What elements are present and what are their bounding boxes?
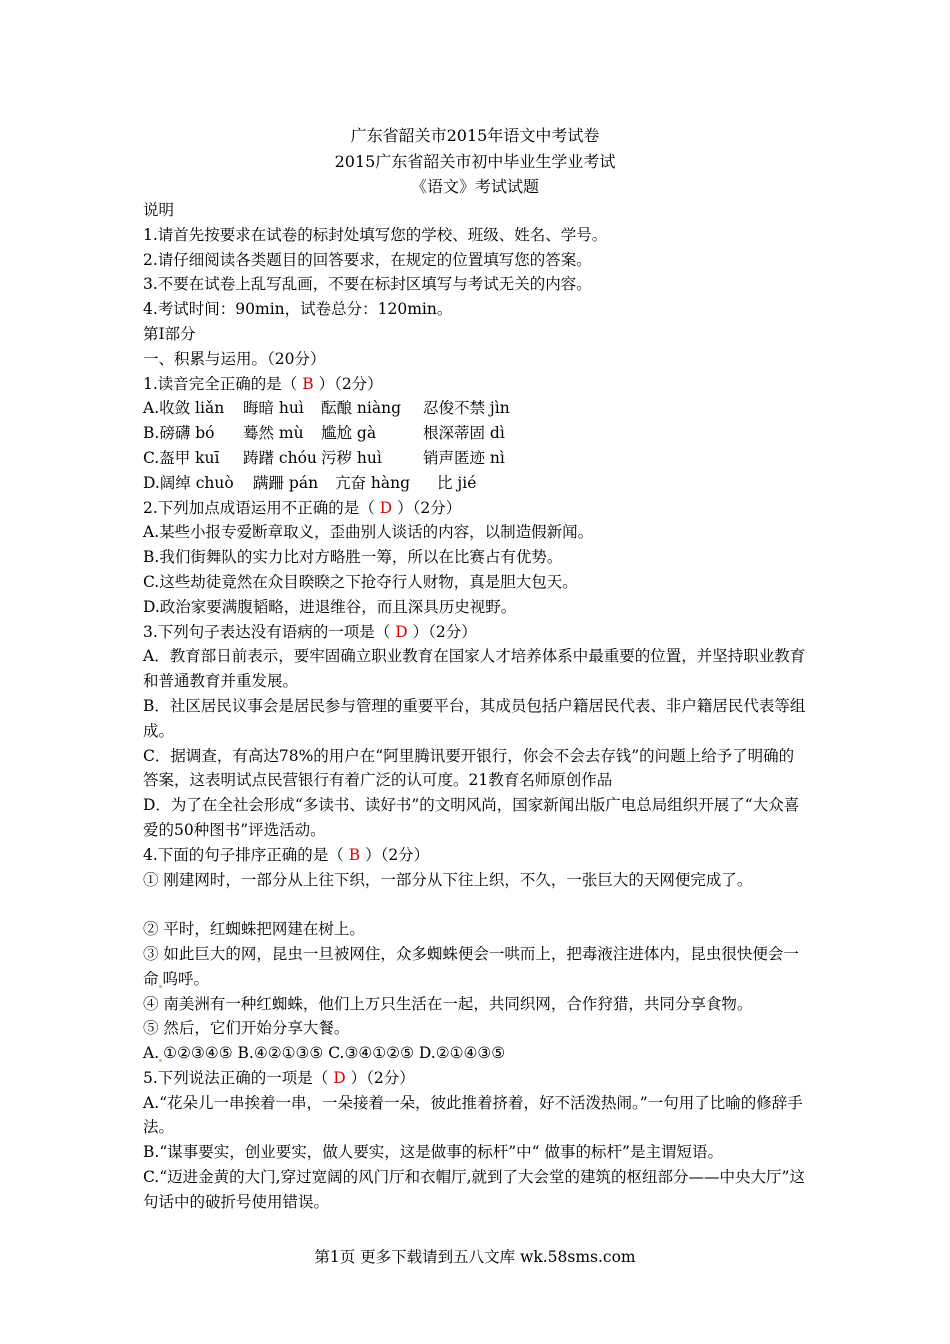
q4-options: A. ①②③④⑤ B.④②①③⑤ C.③④①②⑤ D.②①④③⑤ <box>143 1044 506 1063</box>
q5-option: A.“花朵儿一串挨着一串，一朵接着一朵，彼此推着挤着，好不活泼热闹。”一句用了比喻的修辞手法。 <box>143 1093 803 1137</box>
blank-line <box>143 892 808 917</box>
q5-option: B.“谋事要实，创业要实，做人要实，这是做事的标杆”中“ 做事的标杆”是主谓短语。 <box>143 1143 723 1162</box>
q1-option-a: A.收敛 liǎn 晦暗 huì 酝酿 niàng 忍俊不禁 jìn <box>143 399 510 418</box>
exam-content <box>143 198 808 1215</box>
instruction-item: 2.请仔细阅读各类题目的回答要求，在规定的位置填写您的答案。 <box>143 250 592 269</box>
q2-option: D.政治家要满腹韬略，进退维谷，而且深具历史视野。 <box>143 597 517 616</box>
q4-sentence: ④ 南美洲有一种红蜘蛛，他们上万只生活在一起，共同织网，合作狩猎，共同分享食物。 <box>143 994 753 1013</box>
q3-option: D．为了在全社会形成“多读书、读好书”的文明风尚，国家新闻出版广电总局组织开展了“大众喜爱的50种图书”评选活动。 <box>143 796 800 839</box>
question-1-stem: 1.读音完全正确的是（ B ）（2分） <box>143 374 383 393</box>
q4-sentence: ③ 如此巨大的网，昆虫一旦被网住，众多蜘蛛便会一哄而上，把毒液注进体内，昆虫很快便会一命 呜呼。 <box>143 944 799 988</box>
answer-mark: D <box>333 1068 346 1087</box>
instructions-heading: 说明 <box>143 201 175 219</box>
instruction-item: 4.考试时间：90min，试卷总分：120min。 <box>143 300 453 319</box>
doc-subtitle: 2015广东省韶关市初中毕业生学业考试 <box>334 152 616 171</box>
answer-mark: B <box>348 845 361 864</box>
question-3-stem: 3.下列句子表达没有语病的一项是（ D ）（2分） <box>143 622 477 641</box>
q2-option: B.我们街舞队的实力比对方略胜一筹，所以在比赛占有优势。 <box>143 548 563 567</box>
instruction-item: 1.请首先按要求在试卷的标封处填写您的学校、班级、姓名、学号。 <box>143 225 608 244</box>
q3-option: C．据调查，有高达78%的用户在“阿里腾讯要开银行，你会不会去存钱”的问题上给予了明确的答案，这表明试点民营银行有着广泛的认可度。21教育名师原创作品 <box>143 746 795 790</box>
doc-title: 广东省韶关市2015年语文中考试卷 <box>350 126 600 145</box>
question-2-stem: 2.下列加点成语运用不正确的是（ D ）（2分） <box>143 498 462 517</box>
answer-mark: D <box>395 622 408 641</box>
q2-option: C.这些劫徒竟然在众目睽睽之下抢夺行人财物，真是胆大包天。 <box>143 572 578 591</box>
q1-option-c: C.盔甲 kuī 踌躇 chóu 污秽 huì 销声匿迹 nì <box>143 448 505 467</box>
q1-option-b: B.磅礴 bó 蓦然 mù 尴尬 gà 根深蒂固 dì <box>143 424 505 443</box>
q5-option: C.“迈进金黄的大门,穿过宽阔的风门厅和衣帽厅,就到了大会堂的建筑的枢纽部分——中央大厅”这句话中的破折号使用错误。 <box>143 1168 805 1211</box>
answer-mark: B <box>302 374 314 393</box>
instruction-item: 3.不要在试卷上乱写乱画，不要在标封区填写与考试无关的内容。 <box>143 275 592 294</box>
q3-option: A．教育部日前表示，要牢固确立职业教育在国家人才培养体系中最重要的位置，并坚持职业教育和普通教育并重发展。 <box>143 647 806 691</box>
question-5-stem: 5.下列说法正确的一项是（ D ）（2分） <box>143 1068 415 1087</box>
q4-sentence: ② 平时，红蜘蛛把网建在树上。 <box>143 920 365 939</box>
anchor-dot-icon <box>159 1059 162 1062</box>
section-heading: 一、积累与运用。（20分） <box>143 349 326 368</box>
doc-subject-title: 《语文》考试试题 <box>410 177 539 196</box>
part-heading: 第Ⅰ部分 <box>143 324 196 343</box>
q4-sentence: ① 刚建网时，一部分从上往下织，一部分从下往上织，不久，一张巨大的天网便完成了。 <box>143 870 753 889</box>
q3-option: B．社区居民议事会是居民参与管理的重要平台，其成员包括户籍居民代表、非户籍居民代表等组成。 <box>143 696 806 740</box>
q1-option-d: D.阔绰 chuò 蹒跚 pán 亢奋 hàng 比 jié <box>143 473 477 492</box>
page-footer: 第1页 更多下载请到五八文库 wk.58sms.com <box>314 1248 636 1266</box>
anchor-dot-icon <box>159 985 162 988</box>
q2-option: A.某些小报专爱断章取义，歪曲别人谈话的内容，以制造假新闻。 <box>143 523 594 542</box>
question-4-stem: 4.下面的句子排序正确的是（ B ）（2分） <box>143 845 430 864</box>
q4-sentence: ⑤ 然后，它们开始分享大餐。 <box>143 1019 350 1038</box>
answer-mark: D <box>379 498 393 517</box>
